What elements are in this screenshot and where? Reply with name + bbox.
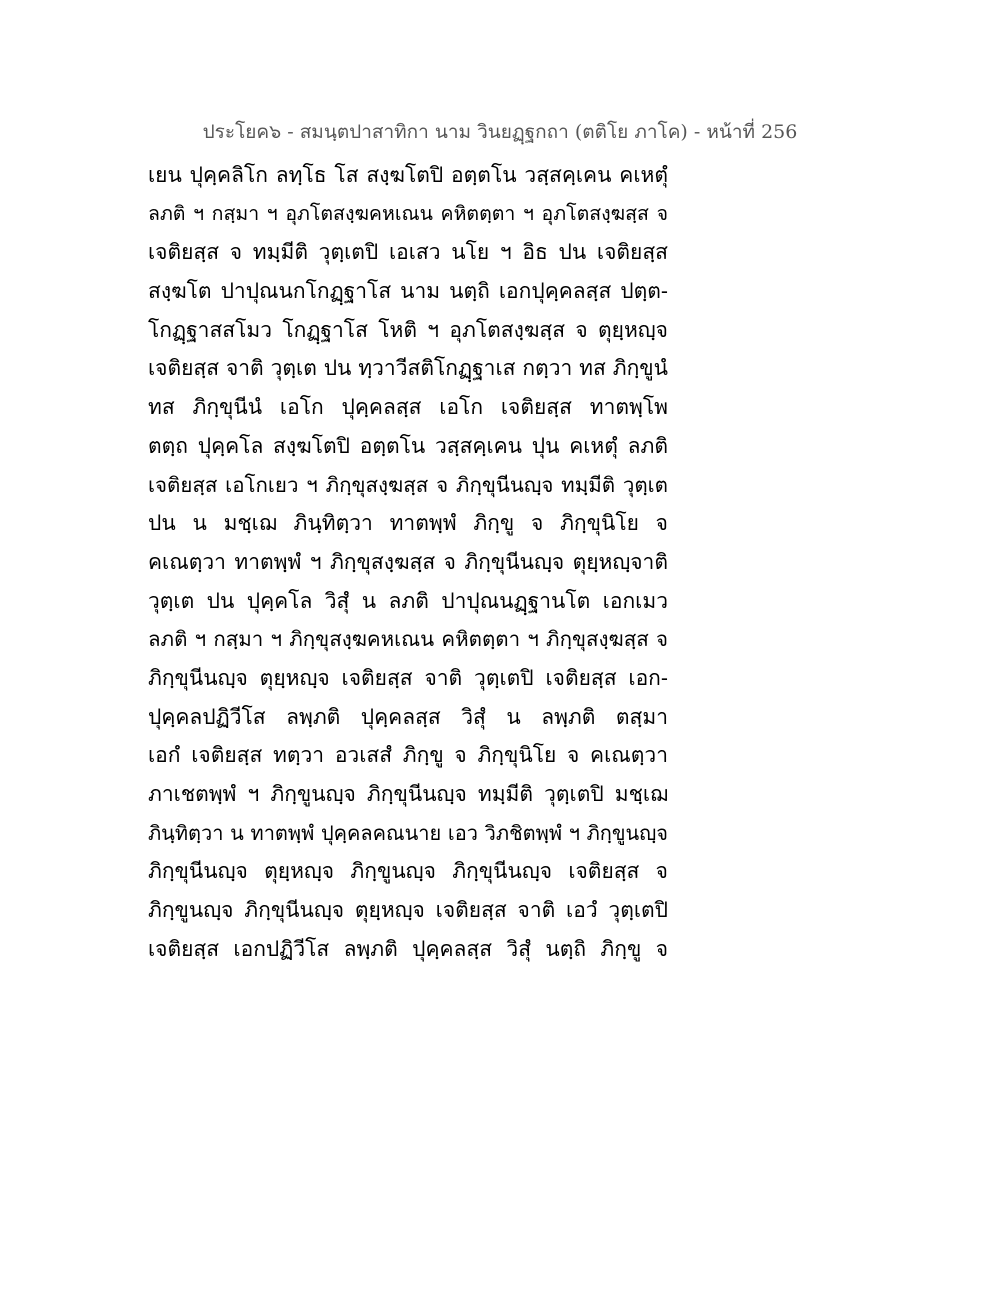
text-line: เจติยสฺส เอโกเยว ฯ ภิกฺขุสงฺฆสฺส จ ภิกฺขุนีนญฺจ ทมฺมีติ วุตฺเต (148, 472, 668, 497)
text-line: ภิกฺขุนีนญฺจ ตุยฺหญฺจ เจติยสฺส จาติ วุตฺเตปิ เจติยสฺส เอก- (148, 665, 668, 690)
text-line: เจติยสฺส จาติ วุตฺเต ปน ทฺวาวีสติโกฏฺฐาเส กตฺวา ทส ภิกฺขูนํ (148, 356, 668, 381)
text-line: ภินฺทิตฺวา น ทาตพฺพํ ปุคฺคลคณนาย เอว วิภชิตพฺพํ ฯ ภิกฺขูนญฺจ (148, 820, 668, 845)
text-line: ภิกฺขุนีนญฺจ ตุยฺหญฺจ ภิกฺขูนญฺจ ภิกฺขุนีนญฺจ เจติยสฺส จ (148, 859, 668, 884)
running-header (0, 118, 1000, 146)
text-line: ตตฺถ ปุคฺคโล สงฺฆโตปิ อตฺตโน วสฺสคฺเคน ปุน คเหตุํ ลภติ (148, 433, 668, 458)
text-line: ลภติ ฯ กสฺมา ฯ อุภโตสงฺฆคหเณน คหิตตฺตา ฯ อุภโตสงฺฆสฺส จ (148, 201, 668, 225)
text-line: ปน น มชฺเฌ ภินฺทิตฺวา ทาตพฺพํ ภิกฺขู จ ภิกฺขุนิโย จ (148, 511, 668, 536)
text-line: เยน ปุคฺคลิโก ลทฺโธ โส สงฺฆโตปิ อตฺตโน วสฺสคฺเคน คเหตุํ (148, 163, 668, 187)
text-line: ปุคฺคลปฏิวีโส ลพฺภติ ปุคฺคลสฺส วิสุํ น ลพฺภติ ตสฺมา (148, 704, 668, 729)
running-title: ประโยค๖ - สมนฺตปาสาทิกา นาม วินยฏฺฐกถา (ตติโย ภาโค) - หน้าที่ 256 (202, 121, 798, 143)
text-line: เจติยสฺส เอกปฏิวีโส ลพฺภติ ปุคฺคลสฺส วิสุํ นตฺถิ ภิกฺขู จ (148, 936, 668, 961)
text-line: ทส ภิกฺขุนีนํ เอโก ปุคฺคลสฺส เอโก เจติยสฺส ทาตพฺโพ (148, 395, 668, 420)
text-line: ภาเชตพฺพํ ฯ ภิกฺขูนญฺจ ภิกฺขุนีนญฺจ ทมฺมีติ วุตฺเตปิ มชฺเฌ (148, 782, 668, 806)
text-line: ลภติ ฯ กสฺมา ฯ ภิกฺขุสงฺฆคหเณน คหิตตฺตา ฯ ภิกฺขุสงฺฆสฺส จ (148, 627, 668, 652)
text-line: สงฺฆโต ปาปุณนกโกฏฺฐาโส นาม นตฺถิ เอกปุคฺคลสฺส ปตฺต- (148, 279, 668, 304)
text-line: คเณตฺวา ทาตพฺพํ ฯ ภิกฺขุสงฺฆสฺส จ ภิกฺขุนีนญฺจ ตุยฺหญฺจาติ (148, 549, 668, 574)
text-line: วุตฺเต ปน ปุคฺคโล วิสุํ น ลภติ ปาปุณนฏฺฐานโต เอกเมว (148, 588, 668, 613)
text-line: เจติยสฺส จ ทมฺมีติ วุตฺเตปิ เอเสว นโย ฯ อิธ ปน เจติยสฺส (148, 240, 668, 265)
body-text (148, 156, 668, 968)
text-line: เอกํ เจติยสฺส ทตฺวา อวเสสํ ภิกฺขู จ ภิกฺขุนิโย จ คเณตฺวา (148, 743, 668, 768)
text-line: โกฏฺฐาสสโมว โกฏฺฐาโส โหติ ฯ อุภโตสงฺฆสฺส จ ตุยฺหญฺจ (148, 317, 668, 342)
text-line: ภิกฺขูนญฺจ ภิกฺขุนีนญฺจ ตุยฺหญฺจ เจติยสฺส จาติ เอวํ วุตฺเตปิ (148, 898, 668, 923)
